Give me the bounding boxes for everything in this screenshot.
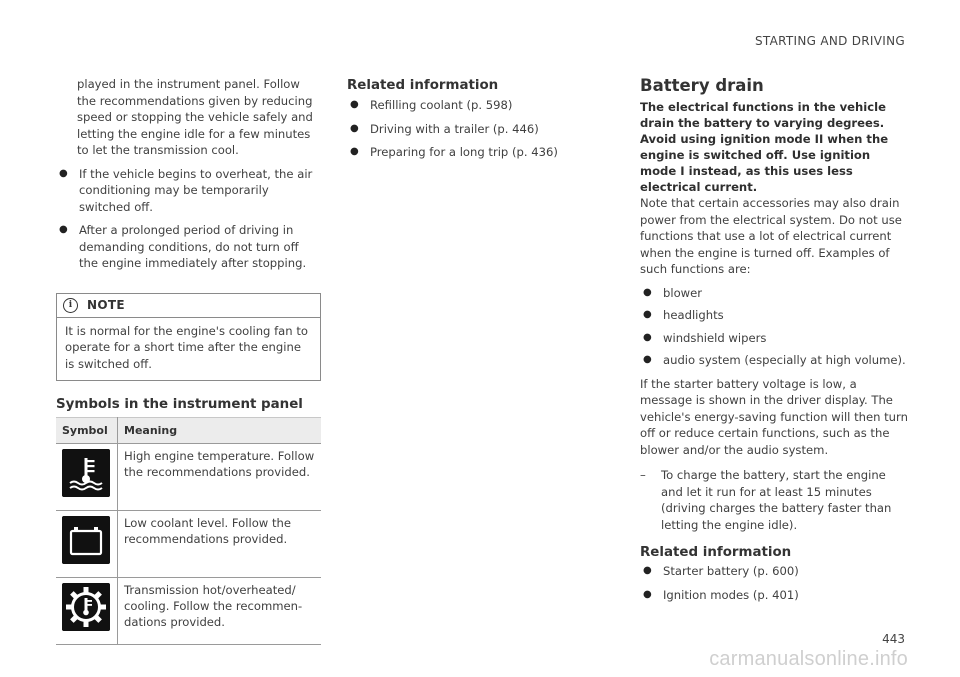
bullet-icon: ● [643, 331, 652, 343]
note-box [56, 293, 321, 382]
overheat-bullet-list [56, 166, 321, 272]
note-title: NOTE [87, 298, 125, 312]
bullet-icon: ● [350, 99, 359, 110]
list-item: ● blower [643, 285, 703, 300]
running-header: STARTING AND DRIVING [754, 34, 905, 48]
list-item: ● audio system (especially at high volume). [643, 353, 906, 367]
dash-icon: – [640, 468, 646, 482]
related-link[interactable]: ● Preparing for a long trip (p. 436) [350, 145, 558, 159]
related-links-list [640, 563, 908, 603]
column-header-meaning: Meaning [118, 418, 322, 444]
list-item: ● windshield wipers [643, 330, 767, 345]
column-header-symbol: Symbol [56, 418, 118, 444]
bullet-icon: ● [643, 354, 652, 365]
watermark: carmanualsonline.info [709, 648, 908, 670]
bullet-icon: ● [643, 286, 652, 298]
symbol-meaning: High engine temperature. Follow the recommendations provided. [118, 444, 322, 511]
bullet-icon: ● [350, 146, 359, 157]
engine-temperature-icon [62, 449, 110, 497]
bullet-icon: ● [59, 224, 68, 235]
column-right [640, 76, 908, 603]
bullet-icon: ● [350, 122, 359, 134]
page-number: 443 [882, 632, 905, 646]
symbols-table [56, 417, 321, 645]
related-link[interactable]: ● Starter battery (p. 600) [643, 564, 799, 578]
related-info-heading: Related information [640, 545, 792, 560]
related-info-heading: Related information [347, 78, 499, 93]
symbol-meaning: Transmission hot/overheated/ cooling. Follow the recommen- dations provided. [118, 578, 322, 645]
bullet-icon: ● [643, 309, 652, 320]
bullet-icon: ● [59, 167, 68, 179]
transmission-temperature-icon [62, 583, 110, 631]
column-left [56, 76, 321, 645]
info-circle-icon: i [63, 298, 78, 313]
table-row [56, 578, 321, 645]
note-text: It is normal for the engine's cooling fan to operate for a short time after the engine is switched off. [65, 323, 308, 371]
low-coolant-icon [62, 516, 110, 564]
column-middle [347, 78, 577, 161]
table-row [56, 511, 321, 578]
accessories-paragraph: Note that certain accessories may also drain power from the electrical system. Do not use functions that use a lot of electrical current when the engine is turned off. Examples of such functions are: [640, 196, 902, 276]
symbols-heading: Symbols in the instrument panel [56, 397, 303, 412]
related-link[interactable]: ● Refilling coolant (p. 598) [350, 98, 513, 112]
low-voltage-paragraph: If the starter battery voltage is low, a message is shown in the driver display. The vehicle's energy-saving function will then turn off or reduce certain functions, such as the blower and/or the audio system. [640, 376, 908, 457]
continued-paragraph: played in the instrument panel. Follow the recommendations given by reducing speed or stopping the vehicle safely and letting the engine idle for a few minutes to let the transmission cool. [77, 77, 313, 157]
charge-step: – To charge the battery, start the engine and let it run for at least 15 minutes (driving charges the battery faster than letting the engine idle). [640, 468, 892, 532]
table-row [56, 444, 321, 511]
list-item: ● After a prolonged period of driving in demanding conditions, do not turn off the engine immediately after stopping. [59, 223, 307, 270]
related-links-list [347, 97, 577, 161]
list-item: ● headlights [643, 308, 724, 322]
symbol-meaning: Low coolant level. Follow the recommendations provided. [118, 511, 322, 578]
functions-bullet-list [640, 285, 908, 369]
battery-drain-heading: Battery drain [640, 76, 764, 95]
lead-paragraph: The electrical functions in the vehicle drain the battery to varying degrees. Avoid using ignition mode II when the engine is switched off. Use ignition mode I instead, as this uses less electrical current. [640, 100, 889, 194]
list-item: ● If the vehicle begins to overheat, the air conditioning may be temporarily switched off. [59, 166, 313, 214]
bullet-icon: ● [643, 565, 652, 576]
bullet-icon: ● [643, 588, 652, 600]
note-header [57, 294, 320, 318]
related-link[interactable]: ● Driving with a trailer (p. 446) [350, 121, 539, 136]
related-link[interactable]: ● Ignition modes (p. 401) [643, 587, 799, 602]
table-header-row [56, 418, 321, 444]
